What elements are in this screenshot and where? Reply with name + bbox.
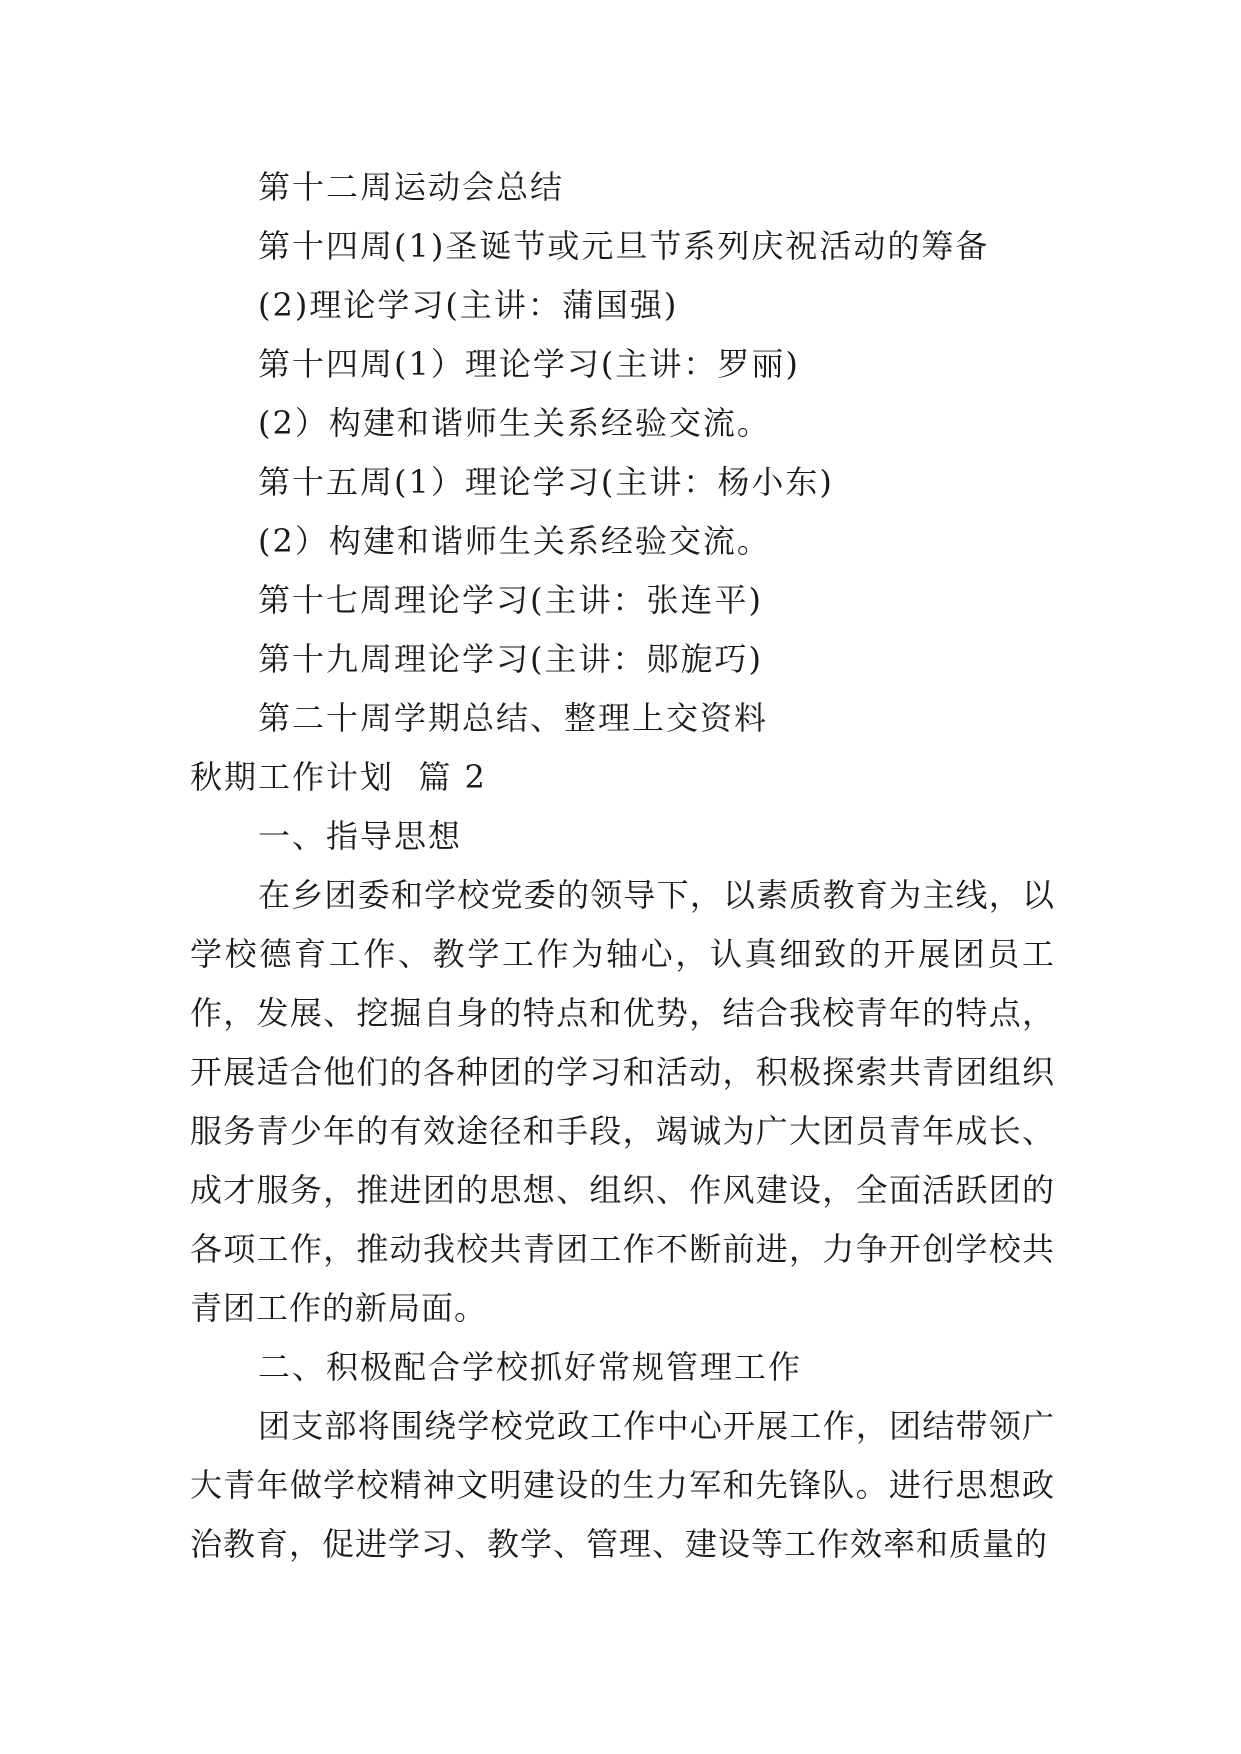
part2-paragraph: 团支部将围绕学校党政工作中心开展工作，团结带领广大青年做学校精神文明建设的生力军和先锋队。进行思想政治教育，促进学习、教学、管理、建设等工作效率和质量的	[190, 1407, 1055, 1563]
schedule-line-8: 第十七周理论学习(主讲：张连平)	[258, 581, 763, 619]
part1-body	[190, 866, 1055, 1338]
page-content	[190, 158, 1055, 1574]
part1-heading: 一、指导思想	[258, 817, 463, 855]
section-title: 秋期工作计划 篇 2	[190, 758, 487, 796]
part1-paragraph: 在乡团委和学校党委的领导下，以素质教育为主线，以学校德育工作、教学工作为轴心，认真细致的开展团员工作，发展、挖掘自身的特点和优势，结合我校青年的特点，开展适合他们的各种团的学习和活动，积极探索共青团组织服务青少年的有效途径和手段，竭诚为广大团员青年成长、成才服务，推进团的思想、组织、作风建设，全面活跃团的各项工作，推动我校共青团工作不断前进，力争开创学校共青团工作的新局面。	[190, 876, 1055, 1327]
schedule-line-3: (2)理论学习(主讲：蒲国强)	[258, 286, 679, 324]
schedule-line-1: 第十二周运动会总结	[258, 168, 565, 206]
schedule-line-9: 第十九周理论学习(主讲：郧旎巧)	[258, 640, 763, 678]
schedule-line-5: (2）构建和谐师生关系经验交流。	[258, 404, 771, 442]
schedule-line-7: (2）构建和谐师生关系经验交流。	[258, 522, 771, 560]
part2-body	[190, 1397, 1055, 1574]
schedule-line-10: 第二十周学期总结、整理上交资料	[258, 699, 769, 737]
schedule-line-2: 第十四周(1)圣诞节或元旦节系列庆祝活动的筹备	[258, 227, 990, 265]
schedule-line-4: 第十四周(1）理论学习(主讲：罗丽)	[258, 345, 800, 383]
schedule-line-6: 第十五周(1）理论学习(主讲：杨小东)	[258, 463, 834, 501]
part2-heading: 二、积极配合学校抓好常规管理工作	[258, 1348, 803, 1386]
